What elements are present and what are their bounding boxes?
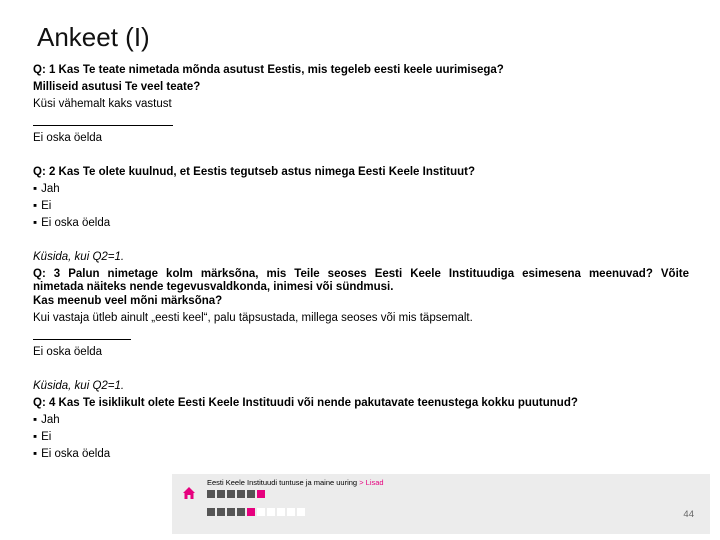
nav-square[interactable] — [257, 490, 265, 498]
q3-answer-line — [33, 327, 131, 340]
q1-text: Q: 1 Kas Te teate nimetada mõnda asutust Eestis, mis tegeleb eesti keele uurimisega? — [33, 64, 504, 76]
nav-square[interactable] — [207, 508, 215, 516]
q4-option-yes: ▪ Jah — [33, 412, 689, 429]
q2-option-no: ▪ Ei — [33, 198, 689, 215]
nav-square[interactable] — [247, 490, 255, 498]
question-4 — [33, 378, 689, 463]
nav-square[interactable] — [237, 508, 245, 516]
nav-square[interactable] — [287, 508, 295, 516]
nav-square[interactable] — [207, 490, 215, 498]
footer-separator: > — [359, 478, 364, 487]
footer-report-title: Eesti Keele Instituudi tuntuse ja maine uuring — [207, 478, 358, 487]
nav-square[interactable] — [237, 490, 245, 498]
question-2 — [33, 164, 689, 232]
progress-squares-bottom — [207, 508, 305, 516]
q4-text: Q: 4 Kas Te isiklikult olete Eesti Keele Instituudi või nende pakutavate teenustega kokku puutunud? — [33, 397, 578, 409]
nav-square[interactable] — [217, 490, 225, 498]
page-number: 44 — [683, 509, 694, 520]
nav-square[interactable] — [217, 508, 225, 516]
nav-square[interactable] — [277, 508, 285, 516]
q3-followup: Kas meenub veel mõni märksõna? — [33, 295, 223, 307]
footer-breadcrumb — [207, 478, 384, 487]
nav-square[interactable] — [267, 508, 275, 516]
nav-square[interactable] — [297, 508, 305, 516]
q4-condition: Küsida, kui Q2=1. — [33, 380, 125, 392]
q3-text-cont: nimetada näiteks nende tegevusvaldkonda, inimesi või sündmusi. — [33, 280, 394, 293]
q3-text: Q: 3 Palun nimetage kolm märksõna, mis Teile seoses Eesti Keele Instituudiga esimesena meenuvad? Võite — [33, 268, 689, 280]
home-icon[interactable] — [182, 486, 196, 500]
footer-section-link[interactable]: Lisad — [365, 478, 384, 487]
q1-answer-line — [33, 113, 173, 126]
q3-condition: Küsida, kui Q2=1. — [33, 251, 125, 263]
progress-squares-top — [207, 490, 265, 498]
nav-square[interactable] — [257, 508, 265, 516]
q3-dont-know: Ei oska öelda — [33, 346, 103, 358]
q1-instruction: Küsi vähemalt kaks vastust — [33, 98, 172, 110]
q2-option-dont-know: ▪ Ei oska öelda — [33, 215, 689, 232]
q1-followup: Milliseid asutusi Te veel teate? — [33, 81, 201, 93]
question-3 — [33, 249, 689, 361]
nav-square[interactable] — [247, 508, 255, 516]
footer-bar — [172, 474, 710, 534]
q4-option-no: ▪ Ei — [33, 429, 689, 446]
q1-dont-know: Ei oska öelda — [33, 132, 103, 144]
q2-option-yes: ▪ Jah — [33, 181, 689, 198]
question-1 — [33, 62, 689, 147]
q3-instruction: Kui vastaja ütleb ainult „eesti keel“, palu täpsustada, millega seoses või mis täpsemalt. — [33, 312, 473, 324]
survey-content — [33, 62, 689, 480]
nav-square[interactable] — [227, 508, 235, 516]
q2-text: Q: 2 Kas Te olete kuulnud, et Eestis tegutseb astus nimega Eesti Keele Instituut? — [33, 166, 475, 178]
page-title: Ankeet (I) — [37, 22, 150, 52]
q4-option-dont-know: ▪ Ei oska öelda — [33, 446, 689, 463]
nav-square[interactable] — [227, 490, 235, 498]
